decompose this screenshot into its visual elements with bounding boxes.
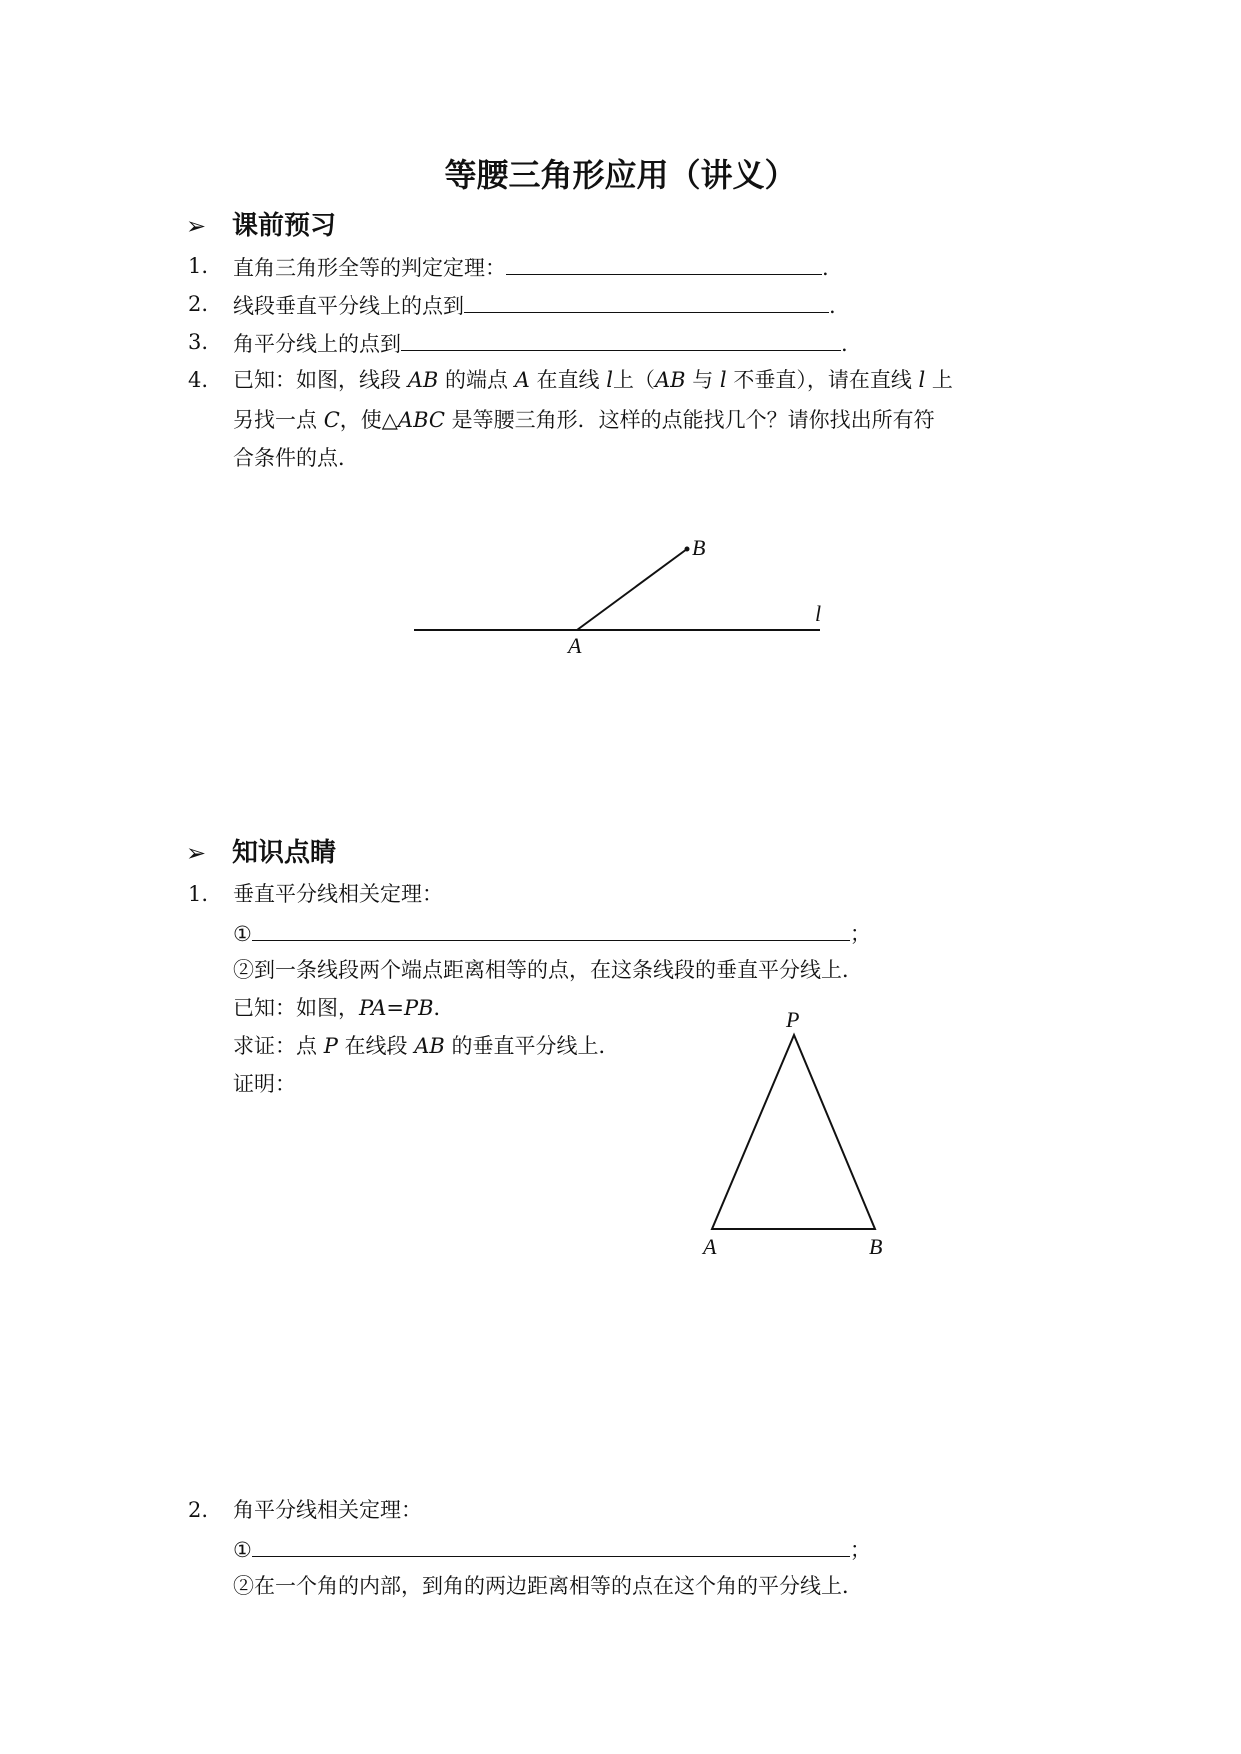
given-line (233, 996, 455, 1021)
math-l: l (606, 368, 613, 392)
theorem-title: 角平分线相关定理： (233, 1498, 422, 1522)
text: 不垂直），请在直线 (733, 368, 912, 392)
figure-segment-on-line (400, 525, 840, 665)
text: 与 (692, 368, 714, 392)
item-end: . (841, 332, 848, 356)
answer-blank[interactable] (464, 292, 829, 313)
text: 在直线 (536, 368, 600, 392)
item-text: 角平分线上的点到 (233, 332, 401, 356)
arrow-bullet-icon: ➢ (186, 212, 207, 240)
label-a: A (703, 1234, 717, 1259)
item-text: 直角三角形全等的判定定理： (233, 256, 506, 280)
theorem-blank-line (233, 1536, 871, 1563)
segment-ab (577, 549, 687, 630)
text: ； (849, 922, 871, 946)
label-b: B (869, 1234, 883, 1259)
math-ab: AB (414, 1034, 445, 1058)
preview-item-4-line-2 (233, 408, 935, 433)
point-b (685, 547, 690, 552)
arrow-bullet-icon: ➢ (186, 839, 207, 867)
answer-blank[interactable] (401, 330, 841, 351)
preview-item-1 (233, 254, 829, 281)
preview-item-4-line-3: 合条件的点． (233, 446, 359, 470)
text: ． (433, 996, 455, 1020)
text: 另找一点 (233, 408, 317, 432)
item-number: 1. (188, 882, 209, 906)
math-l: l (719, 368, 727, 392)
text: 的垂直平分线上． (451, 1034, 620, 1058)
item-number: 2. (188, 292, 209, 316)
theorem-title: 垂直平分线相关定理： (233, 882, 443, 906)
section-heading-label: 知识点睛 (232, 838, 337, 868)
item-number: 1. (188, 254, 209, 278)
math-a: A (514, 368, 530, 392)
theorem-2: ②在一个角的内部，到角的两边距离相等的点在这个角的平分线上． (233, 1574, 863, 1598)
label-p: P (786, 1007, 800, 1032)
text: 在线段 (344, 1034, 408, 1058)
section-heading-label: 课前预习 (232, 211, 337, 241)
theorem-2: ②到一条线段两个端点距离相等的点，在这条线段的垂直平分线上． (233, 958, 863, 982)
text: 已知：如图， (233, 996, 359, 1020)
text: 的端点 (444, 368, 508, 392)
answer-blank[interactable] (252, 920, 850, 941)
answer-blank[interactable] (506, 254, 822, 275)
math-pa-eq-pb: PA=PB (359, 996, 434, 1020)
item-end: . (829, 294, 836, 318)
section-heading-preview (186, 205, 336, 242)
text: ，使△ (339, 408, 398, 432)
triangle-pab (712, 1035, 875, 1229)
math-c: C (323, 408, 340, 432)
text: 上 (931, 368, 953, 392)
circled-number: ① (233, 1538, 252, 1562)
section-heading-knowledge (186, 832, 336, 869)
figure-triangle-pab (680, 1000, 900, 1260)
math-ab: AB (407, 368, 439, 392)
math-l: l (918, 368, 926, 392)
proof-label: 证明： (233, 1072, 296, 1096)
label-b: B (692, 535, 706, 560)
theorem-blank-line (233, 920, 871, 947)
prove-line (233, 1034, 620, 1059)
item-number: 3. (188, 330, 209, 354)
page-title: 等腰三角形应用（讲义） (444, 156, 797, 194)
preview-item-4-line-1 (233, 368, 953, 393)
item-text: 线段垂直平分线上的点到 (233, 294, 464, 318)
preview-item-2 (233, 292, 836, 319)
text: 已知：如图，线段 (233, 368, 401, 392)
item-number: 4. (188, 368, 209, 392)
math-ab: AB (654, 368, 686, 392)
item-end: . (822, 256, 829, 280)
text: 是等腰三角形．这样的点能找几个？请你找出所有符 (451, 408, 935, 432)
preview-item-3 (233, 330, 848, 357)
label-l: l (815, 601, 822, 626)
label-a: A (568, 633, 582, 658)
math-abc: ABC (397, 408, 445, 432)
item-number: 2. (188, 1498, 209, 1522)
math-p: P (323, 1034, 338, 1058)
answer-blank[interactable] (252, 1536, 850, 1557)
text: ； (849, 1538, 871, 1562)
circled-number: ① (233, 922, 252, 946)
text: 求证：点 (233, 1034, 317, 1058)
text: 上（ (612, 368, 655, 392)
